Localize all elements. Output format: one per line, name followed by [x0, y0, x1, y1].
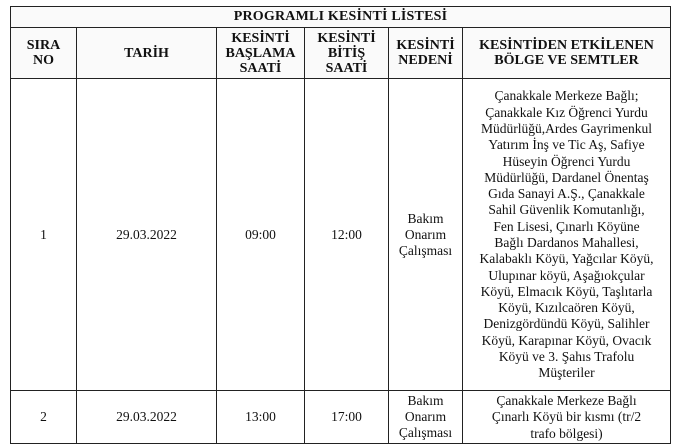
cell-end-time: 17:00 [305, 391, 389, 444]
cell-date: 29.03.2022 [77, 79, 217, 391]
header-region: KESİNTİDEN ETKİLENEN BÖLGE VE SEMTLER [463, 28, 671, 79]
title-row [11, 7, 671, 28]
table-title: PROGRAMLI KESİNTİ LİSTESİ [11, 7, 671, 28]
outage-table [10, 6, 671, 444]
cell-reason: Bakım Onarım Çalışması [389, 79, 463, 391]
header-no: SIRA NO [11, 28, 77, 79]
header-reason: KESİNTİ NEDENİ [389, 28, 463, 79]
header-date: TARİH [77, 28, 217, 79]
table-row [11, 79, 671, 391]
cell-no: 1 [11, 79, 77, 391]
cell-region: Çanakkale Merkeze Bağlı; Çanakkale Kız Öğrenci Yurdu Müdürlüğü,Ardes Gayrimenkul Yatırım İnş ve Tic Aş, Safiye Hüseyin Öğrenci Yurdu Müdürlüğü, Dardanel Önentaş Gıda Sanayi A.Ş., Çanakkale Sahil Güvenlik Komutanlığı, Fen Lisesi, Çınarlı Köyüne Bağlı Dardanos Mahallesi, Kalabaklı Köyü, Yağcılar Köyü, Ulupınar köyü, Aşağıokçular Köyü, Elmacık Köyü, Taşlıtarla Köyü, Kızılcaören Köyü, Denizgördündü Köyü, Salihler Köyü, Karapınar Köyü, Ovacık Köyü ve 3. Şahıs Trafolu Müşteriler [463, 79, 671, 391]
header-end-time: KESİNTİ BİTİŞ SAATİ [305, 28, 389, 79]
header-row [11, 28, 671, 79]
cell-date: 29.03.2022 [77, 391, 217, 444]
table-row [11, 391, 671, 444]
outage-list-document [10, 6, 670, 444]
cell-reason: Bakım Onarım Çalışması [389, 391, 463, 444]
cell-end-time: 12:00 [305, 79, 389, 391]
header-start-time: KESİNTİ BAŞLAMA SAATİ [217, 28, 305, 79]
cell-start-time: 13:00 [217, 391, 305, 444]
cell-no: 2 [11, 391, 77, 444]
cell-region: Çanakkale Merkeze Bağlı Çınarlı Köyü bir kısmı (tr/2 trafo bölgesi) [463, 391, 671, 444]
cell-start-time: 09:00 [217, 79, 305, 391]
